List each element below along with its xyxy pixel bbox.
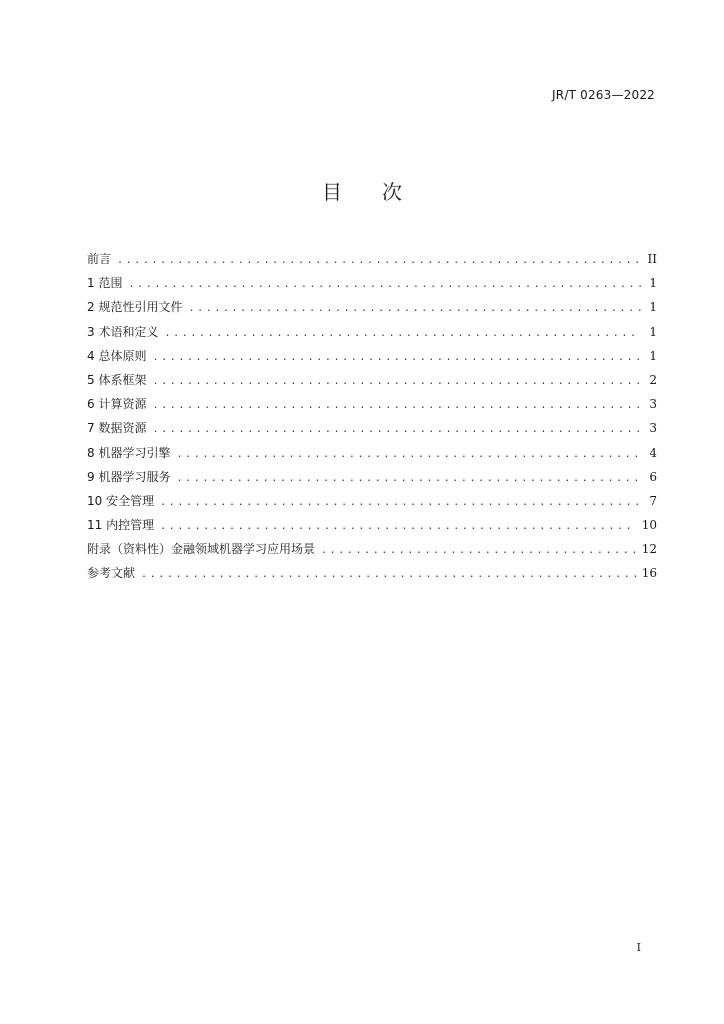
toc-leader-dots [152, 394, 641, 418]
toc-leader-dots [128, 273, 641, 297]
toc-entry-general-principles[interactable] [87, 344, 657, 368]
toc-entry-foreword[interactable] [87, 247, 657, 271]
toc-entry-page: 6 [649, 469, 657, 484]
toc-entry-framework[interactable] [87, 368, 657, 392]
toc-leader-dots [141, 563, 636, 587]
toc-entry-page: 1 [649, 276, 657, 291]
toc-entry-label: 11 内控管理 [87, 518, 155, 533]
toc-entry-security-management[interactable] [87, 489, 657, 513]
toc-entry-scope[interactable] [87, 271, 657, 295]
toc-entry-bibliography[interactable] [87, 561, 657, 585]
toc-entry-label: 附录（资料性）金融领域机器学习应用场景 [87, 542, 316, 557]
toc-leader-dots [164, 322, 641, 346]
document-standard-number: JR/T 0263—2022 [552, 88, 655, 102]
toc-entry-label: 7 数据资源 [87, 421, 147, 436]
toc-leader-dots [176, 443, 641, 467]
toc-entry-label: 8 机器学习引擎 [87, 445, 171, 460]
toc-entry-label: 1 范围 [87, 276, 123, 291]
toc-entry-ml-services[interactable] [87, 465, 657, 489]
toc-leader-dots [117, 249, 641, 273]
toc-leader-dots [160, 515, 636, 539]
page-number: I [636, 941, 641, 954]
toc-leader-dots [176, 467, 641, 491]
toc-entry-page: 3 [649, 397, 657, 412]
toc-entry-label: 6 计算资源 [87, 397, 147, 412]
toc-title-char-1: 目 [322, 180, 342, 204]
toc-title-char-2: 次 [382, 180, 402, 204]
toc-leader-dots [321, 539, 636, 563]
toc-entry-label: 4 总体原则 [87, 348, 147, 363]
toc-entry-page: 12 [641, 542, 657, 557]
toc-entry-page: 10 [641, 518, 657, 533]
toc-entry-page: 16 [641, 566, 657, 581]
toc-entry-page: 7 [649, 493, 657, 508]
toc-entry-normative-references[interactable] [87, 295, 657, 319]
toc-entry-label: 10 安全管理 [87, 493, 155, 508]
toc-entry-terms-definitions[interactable] [87, 320, 657, 344]
toc-leader-dots [152, 346, 641, 370]
toc-entry-label: 前言 [87, 252, 112, 266]
toc-entry-computing-resources[interactable] [87, 392, 657, 416]
table-of-contents [87, 247, 657, 586]
toc-entry-page: 1 [649, 348, 657, 363]
toc-leader-dots [152, 418, 641, 442]
toc-entry-page: 1 [649, 324, 657, 339]
toc-entry-page: 1 [649, 300, 657, 315]
toc-entry-page: 2 [649, 372, 657, 387]
toc-entry-page: 4 [649, 445, 657, 460]
toc-title [0, 176, 724, 205]
toc-entry-appendix[interactable] [87, 537, 657, 561]
toc-leader-dots [152, 370, 641, 394]
toc-entry-data-resources[interactable] [87, 416, 657, 440]
toc-entry-label: 2 规范性引用文件 [87, 300, 183, 315]
toc-entry-label: 3 术语和定义 [87, 324, 159, 339]
toc-entry-page: II [647, 252, 657, 266]
toc-entry-internal-control[interactable] [87, 513, 657, 537]
toc-entry-label: 5 体系框架 [87, 372, 147, 387]
toc-entry-label: 9 机器学习服务 [87, 469, 171, 484]
toc-entry-ml-engine[interactable] [87, 441, 657, 465]
toc-leader-dots [188, 297, 641, 321]
toc-entry-label: 参考文献 [87, 566, 136, 581]
toc-entry-page: 3 [649, 421, 657, 436]
toc-leader-dots [160, 491, 641, 515]
